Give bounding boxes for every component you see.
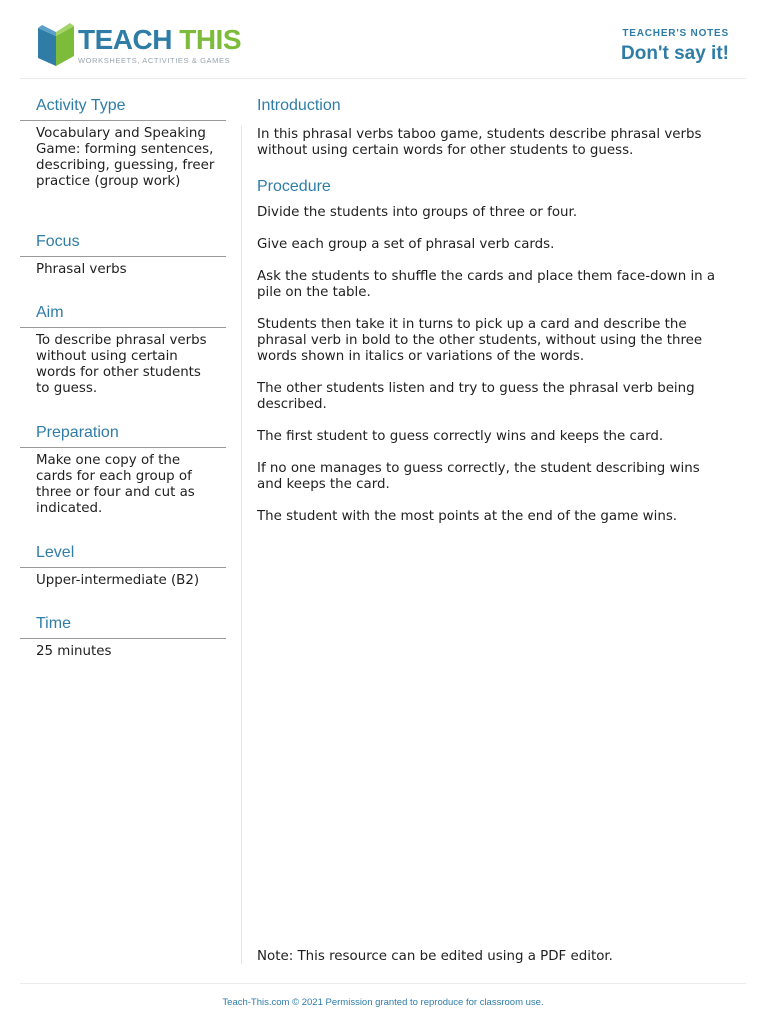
procedure-step: Give each group a set of phrasal verb cards. [257, 237, 555, 252]
sidebar-body: Vocabulary and Speaking Game: forming sentences, describing, guessing, freer practice (group work) [36, 126, 215, 189]
procedure-step: The first student to guess correctly wins and keeps the card. [257, 429, 664, 444]
sidebar-section-aim [20, 302, 226, 397]
sidebar-body: Phrasal verbs [36, 262, 127, 277]
logo-word-teach: TEACH [78, 24, 172, 55]
sidebar-body: To describe phrasal verbs without using certain words for other students to guess. [36, 333, 207, 396]
page-header [20, 0, 746, 79]
sidebar-section-activity-type [20, 95, 226, 190]
procedure-steps [257, 205, 725, 525]
page-footer [20, 983, 746, 1008]
sidebar-heading: Level [20, 542, 226, 568]
sidebar-section-level [20, 542, 226, 589]
copyright-text: Teach-This.com © 2021 Permission granted to reproduce for classroom use. [222, 997, 544, 1008]
column-divider [241, 126, 242, 964]
procedure-step: Students then take it in turns to pick up a card and describe the phrasal verb in bold to the other students, without using the three words shown in italics or variations of the words. [257, 317, 703, 364]
sidebar-body: Upper-intermediate (B2) [36, 573, 200, 588]
sidebar-section-time [20, 613, 226, 660]
procedure-step: If no one manages to guess correctly, the student describing wins and keeps the card. [257, 461, 700, 492]
document-title: Don't say it! [621, 43, 729, 64]
sidebar-heading: Preparation [20, 422, 226, 448]
main-content [257, 95, 725, 541]
introduction-text: In this phrasal verbs taboo game, students describe phrasal verbs without using certain words for other students to guess. [257, 127, 702, 158]
sidebar-heading: Time [20, 613, 226, 639]
sidebar-section-preparation [20, 422, 226, 517]
logo-wordmark [78, 24, 241, 56]
sidebar-heading: Focus [20, 231, 226, 257]
procedure-step: Divide the students into groups of three or four. [257, 205, 578, 220]
procedure-step: The other students listen and try to guess the phrasal verb being described. [257, 381, 695, 412]
sidebar-section-focus [20, 231, 226, 278]
logo-tagline: WORKSHEETS, ACTIVITIES & GAMES [78, 56, 231, 65]
sidebar-heading: Activity Type [20, 95, 226, 121]
sidebar-heading: Aim [20, 302, 226, 328]
procedure-step: The student with the most points at the end of the game wins. [257, 509, 678, 524]
logo-word-this: THIS [179, 24, 242, 55]
sidebar-body: 25 minutes [36, 644, 112, 659]
editing-note: Note: This resource can be edited using a PDF editor. [257, 949, 613, 964]
procedure-heading: Procedure [257, 178, 331, 195]
sidebar-body: Make one copy of the cards for each group of three or four and cut as indicated. [36, 453, 195, 516]
procedure-step: Ask the students to shuffle the cards and place them face-down in a pile on the table. [257, 269, 716, 300]
teach-this-logo [36, 22, 242, 70]
introduction-heading: Introduction [257, 97, 341, 114]
teachers-notes-label: TEACHER'S NOTES [622, 28, 729, 39]
open-book-icon [36, 22, 76, 68]
